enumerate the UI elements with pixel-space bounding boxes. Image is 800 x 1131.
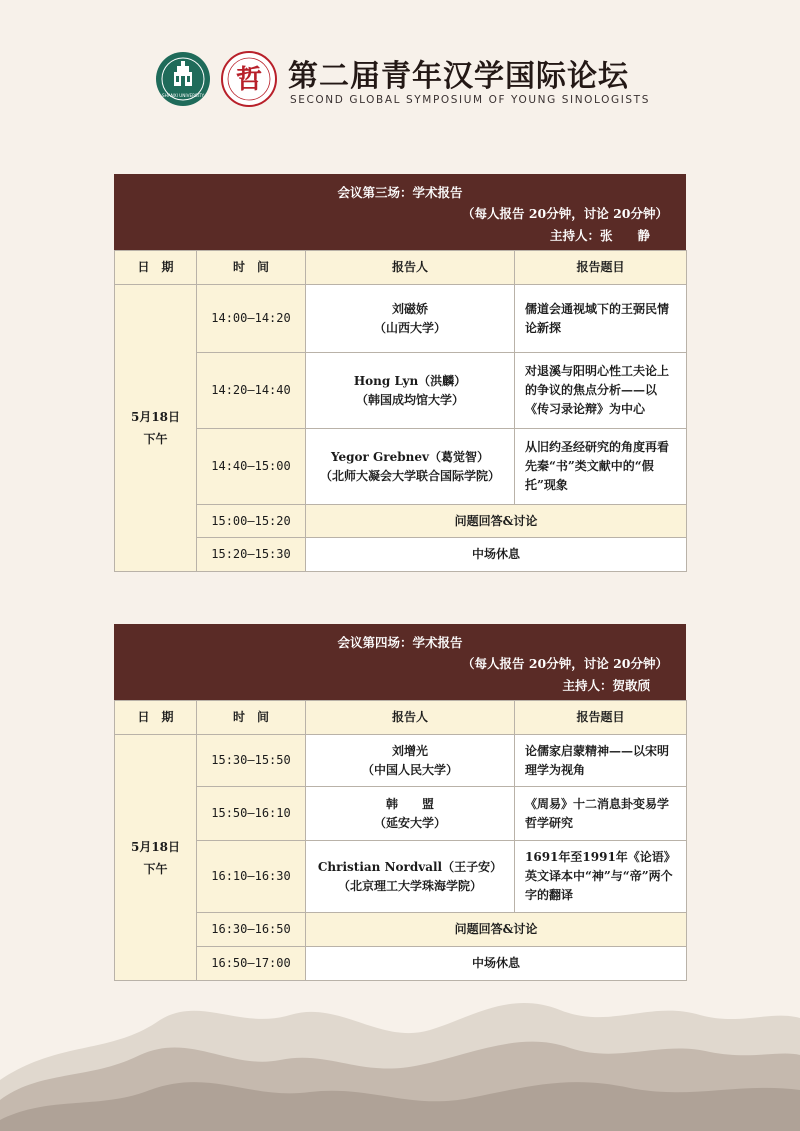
time-cell: 14:20–14:40 [197, 353, 306, 429]
session-3-block [114, 174, 686, 572]
session-host: 主持人：张 静 [549, 228, 650, 243]
speaker-name: 韩 盟 [385, 796, 434, 811]
topic-cell: 1691年至1991年《论语》英文译本中“神”与“帝”两个字的翻译 [515, 841, 687, 913]
speaker-affiliation: （韩国成均馆大学） [355, 392, 464, 407]
date-cell [115, 285, 197, 572]
column-header-time: 时 间 [197, 251, 306, 285]
ink-mountains-decoration [0, 960, 800, 1131]
qa-discussion-cell: 问题回答&讨论 [306, 913, 687, 947]
session-3-schedule-table [114, 250, 687, 572]
session-4-block [114, 624, 686, 981]
speaker-cell [306, 429, 515, 505]
break-cell: 中场休息 [306, 947, 687, 981]
time-cell: 15:30–15:50 [197, 735, 306, 787]
column-header-speaker: 报告人 [306, 251, 515, 285]
column-header-topic: 报告题目 [515, 251, 687, 285]
topic-cell: 论儒家启蒙精神——以宋明理学为视角 [515, 735, 687, 787]
time-cell: 16:50–17:00 [197, 947, 306, 981]
qa-discussion-cell: 问题回答&讨论 [306, 505, 687, 538]
speaker-cell [306, 787, 515, 841]
table-row [115, 429, 687, 505]
column-header-speaker: 报告人 [306, 701, 515, 735]
speaker-name: 刘增光 [391, 743, 428, 758]
session-title: 会议第四场：学术报告 [337, 635, 463, 650]
svg-text:哲: 哲 [235, 65, 263, 95]
speaker-affiliation: （北京理工大学珠海学院） [337, 878, 482, 893]
time-cell: 15:50–16:10 [197, 787, 306, 841]
session-host: 主持人：贺敢颀 [562, 678, 650, 693]
session-rule: （每人报告 20分钟，讨论 20分钟） [462, 656, 668, 671]
speaker-name: Hong Lyn（洪麟） [353, 373, 467, 388]
time-cell: 14:40–15:00 [197, 429, 306, 505]
speaker-cell [306, 841, 515, 913]
column-header-date: 日 期 [115, 251, 197, 285]
speaker-cell [306, 285, 515, 353]
philosophy-school-seal-logo [220, 50, 278, 108]
forum-title-english: SECOND GLOBAL SYMPOSIUM OF YOUNG SINOLOGISTS [290, 94, 650, 106]
topic-cell: 从旧约圣经研究的角度再看先秦“书”类文献中的“假托”现象 [515, 429, 687, 505]
table-row [115, 913, 687, 947]
topic-cell: 儒道会通视域下的王弼民情论新探 [515, 285, 687, 353]
time-cell: 16:10–16:30 [197, 841, 306, 913]
time-cell: 14:00–14:20 [197, 285, 306, 353]
session-4-schedule-table [114, 700, 687, 981]
session-title: 会议第三场：学术报告 [337, 185, 463, 200]
speaker-name: 刘磁娇 [391, 301, 428, 316]
break-cell: 中场休息 [306, 538, 687, 572]
date-label: 5月18日 [130, 410, 181, 424]
topic-cell: 《周易》十二消息卦变易学哲学研究 [515, 787, 687, 841]
table-row [115, 735, 687, 787]
column-header-time: 时 间 [197, 701, 306, 735]
speaker-name: Christian Nordvall（王子安） [317, 859, 503, 874]
page-header [0, 0, 800, 130]
forum-title-chinese: 第二届青年汉学国际论坛 [288, 59, 629, 94]
period-label: 下午 [143, 432, 168, 446]
speaker-affiliation: （山西大学） [373, 320, 446, 335]
table-row [115, 841, 687, 913]
table-header-row [115, 251, 687, 285]
table-row [115, 505, 687, 538]
table-header-row [115, 701, 687, 735]
svg-text:SHANXI UNIVERSITY: SHANXI UNIVERSITY [161, 93, 205, 98]
table-row [115, 787, 687, 841]
speaker-cell [306, 735, 515, 787]
column-header-date: 日 期 [115, 701, 197, 735]
table-row [115, 285, 687, 353]
speaker-affiliation: （中国人民大学） [361, 762, 458, 777]
period-label: 下午 [143, 861, 168, 876]
time-cell: 15:20–15:30 [197, 538, 306, 572]
shanxi-university-logo [154, 50, 212, 108]
session-rule: （每人报告 20分钟，讨论 20分钟） [462, 206, 668, 221]
table-row [115, 538, 687, 572]
table-row [115, 353, 687, 429]
column-header-topic: 报告题目 [515, 701, 687, 735]
session-3-header [114, 174, 686, 250]
time-cell: 15:00–15:20 [197, 505, 306, 538]
topic-cell: 对退溪与阳明心性工夫论上的争议的焦点分析——以《传习录论辩》为中心 [515, 353, 687, 429]
speaker-affiliation: （北师大凝会大学联合国际学院） [319, 468, 500, 483]
session-4-header [114, 624, 686, 700]
speaker-affiliation: （延安大学） [373, 815, 446, 830]
date-cell [115, 735, 197, 981]
speaker-name: Yegor Grebnev（葛觉智） [331, 449, 489, 464]
time-cell: 16:30–16:50 [197, 913, 306, 947]
speaker-cell [306, 353, 515, 429]
date-label: 5月18日 [130, 839, 181, 854]
